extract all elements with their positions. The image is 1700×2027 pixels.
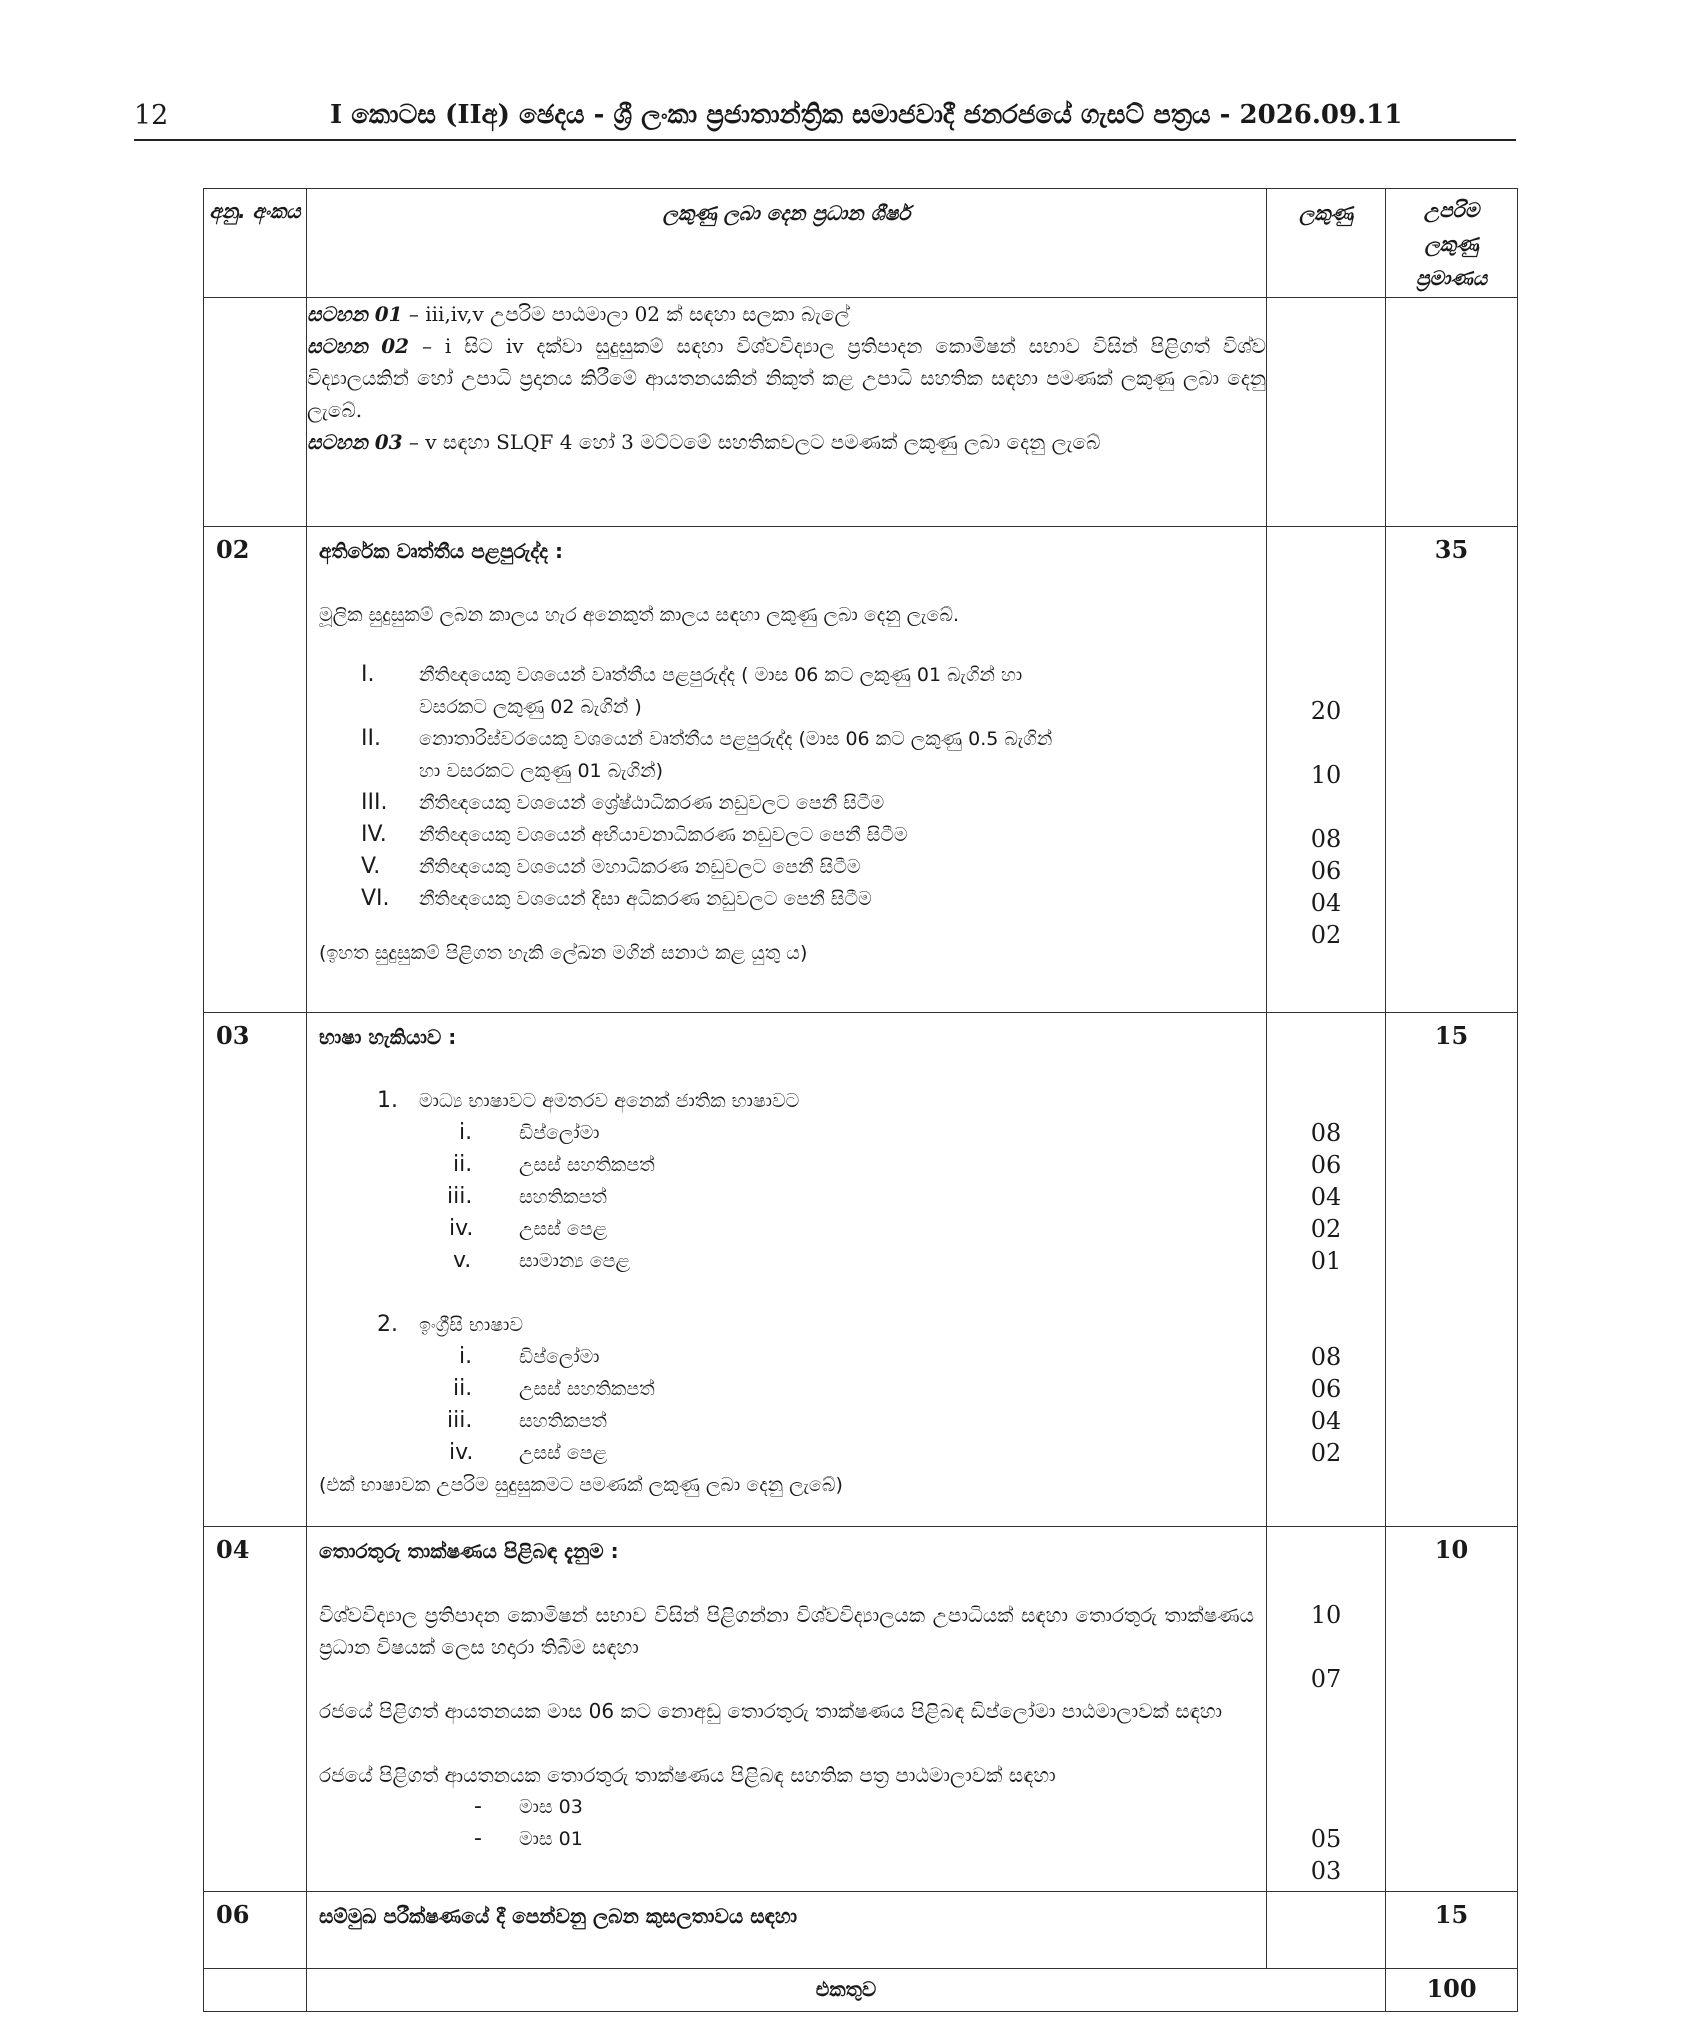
- list-item: IV. නීතිඥයෙකු වශයෙන් අභියාචනාධිකරණ නඩුවලට පෙනී සිටීම: [361, 822, 908, 847]
- row-04-no: 04: [204, 1527, 307, 1892]
- header-main-heading: ලකුණු ලබා දෙන ප්‍රධාන ශීර්ෂ: [307, 189, 1267, 298]
- list-item: v. සාමාන්‍ය පෙළ: [453, 1248, 631, 1273]
- list-item: VI. නීතිඥයෙකු වශයෙන් දිසා අධිකරණ නඩුවලට පෙනී සිටීම: [361, 886, 872, 911]
- list-item: III. නීතිඥයෙකු වශයෙන් ශ්‍රේෂ්ඨාධිකරණ නඩුවලට පෙනී සිටීම: [361, 790, 885, 815]
- total-label-cell: [307, 1969, 1386, 2012]
- row-04-max: 10: [1386, 1527, 1518, 1892]
- row-03-marks: 08 06 04 02 01 08 06 04 02: [1267, 1013, 1386, 1527]
- row-02-footnote: (ඉහත සුදුසුකම් පිළිගත හැකි ලේඛන මගින් සනාථ කළ යුතු ය): [319, 942, 808, 964]
- row-04-para-2: රජයේ පිළිගත් ආයතනයක මාස 06 කට නොඅඩු තොරතුරු තාක්ෂණය පිළිබඳ ඩිප්ලෝමා පාඨමාලාවක් සඳහා: [319, 1699, 1223, 1723]
- row-06-no: 06: [204, 1892, 307, 1969]
- notes-cell: [307, 298, 1267, 527]
- list-item: i. ඩිප්ලෝමා: [459, 1344, 600, 1369]
- notes-row: [204, 298, 1518, 527]
- row-06-marks: [1267, 1892, 1386, 1969]
- row-04-para-1: විශ්වවිද්‍යාල ප්‍රතිපාදන කොමිෂන් සභාව විසින් පිළිගන්නා විශ්වවිද්‍යාලයක උපාධියක් සඳහා තොරතුරු තාක්ෂණය ප්‍රධාන විෂයක් ලෙස හදාරා තිබීම සඳහා: [319, 1603, 1254, 1659]
- group-1-title: 1. මාධ්‍ය භාෂාවට අමතරව අනෙක් ජාතික භාෂාවට: [377, 1088, 800, 1113]
- row-04-it-knowledge: [204, 1527, 1518, 1892]
- row-03-max: 15: [1386, 1013, 1518, 1527]
- total-serial-cell: [204, 1969, 307, 2012]
- note-1: සටහන 01 – iii,iv,v උපරිම පාඨමාලා 02 ක් සඳහා සලකා බැලේ: [307, 302, 850, 326]
- row-03-no: 03: [204, 1013, 307, 1527]
- list-item: ii. උසස් සහතිකපත්: [453, 1376, 655, 1401]
- row-06-interview: [204, 1892, 1518, 1969]
- row-03-language-proficiency: [204, 1013, 1518, 1527]
- row-02-no: 02: [204, 527, 307, 1013]
- notes-serial-cell: [204, 298, 307, 527]
- list-item: iii. සහතිකපත්: [447, 1408, 607, 1433]
- header-serial-no: අනු. අංකය: [204, 189, 307, 298]
- row-02-professional-experience: [204, 527, 1518, 1013]
- row-06-title: සම්මුඛ පරීක්ෂණයේ දී පෙන්වනු ලබන කුසලතාවය සඳහා: [319, 1904, 798, 1928]
- gazette-header-title: I කොටස (IIඅ) ඡෙදය - ශ්‍රී ලංකා ප්‍රජාතාන්ත්‍රික සමාජවාදී ජනරජයේ ගැසට් පත්‍රය - 2026.09.11: [330, 100, 1403, 130]
- row-02-max: 35: [1386, 527, 1518, 1013]
- row-02-intro: මූලික සුදුසුකම් ලබන කාලය හැර අනෙකුත් කාලය සඳහා ලකුණු ලබා දෙනු ලැබේ.: [319, 604, 960, 626]
- row-04-content: [307, 1527, 1267, 1892]
- row-06-content: [307, 1892, 1267, 1969]
- list-item: II. නොතාරිස්වරයෙකු වශයෙන් වෘත්තීය පළපුරුද්ද (මාස 06 කට ලකුණු 0.5 බැගින්: [361, 726, 1053, 751]
- marks-table: [203, 188, 1518, 2012]
- list-item: ii. උසස් සහතිකපත්: [453, 1152, 655, 1177]
- list-item: - මාස 03: [474, 1794, 583, 1819]
- list-item: - මාස 01: [474, 1826, 583, 1851]
- list-item: iv. උසස් පෙළ: [449, 1440, 608, 1465]
- notes-marks-cell: [1267, 298, 1386, 527]
- list-item: V. නීතිඥයෙකු වශයෙන් මහාධිකරණ නඩුවලට පෙනී සිටීම: [361, 854, 861, 879]
- group-2-title: 2. ඉංග්‍රීසි භාෂාව: [377, 1312, 523, 1337]
- total-row: [204, 1969, 1518, 2012]
- row-04-title: තොරතුරු තාක්ෂණය පිළිබඳ දැනුම :: [319, 1539, 619, 1563]
- list-item: iii. සහතිකපත්: [447, 1184, 607, 1209]
- row-02-marks: 20 10 08 06 04 02: [1267, 527, 1386, 1013]
- list-item: වසරකට ලකුණු 02 බැගින් ): [419, 696, 642, 718]
- row-02-title: අතිරේක වෘත්තීය පළපුරුද්ද :: [319, 539, 564, 563]
- table-header-row: [204, 189, 1518, 298]
- note-2: සටහන 02 – i සිට iv දක්වා සුදුසුකම් සඳහා විශ්වවිද්‍යාල ප්‍රතිපාදන කොමිෂන් සභාව විසින් පිළිගත් විශ්ව විද්‍යාලයකින් හෝ උපාධි ප්‍රදානය කිරීමේ ආයතනයකින් නිකුත් කළ උපාධි සහතික සඳහා පමණක් ලකුණු ලබා දෙනු ලැබේ.: [307, 334, 1266, 422]
- header-rule: [134, 139, 1516, 141]
- list-item: iv. උසස් පෙළ: [449, 1216, 608, 1241]
- list-item: i. ඩිප්ලෝමා: [459, 1120, 600, 1145]
- note-3: සටහන 03 – v සඳහා SLQF 4 හෝ 3 මට්ටමේ සහතිකවලට පමණක් ලකුණු ලබා දෙනු ලැබේ: [307, 430, 1101, 454]
- list-item: I. නීතිඥයෙකු වශයෙන් වෘත්තීය පළපුරුද්ද ( මාස 06 කට ලකුණු 01 බැගින් හා: [361, 662, 1023, 687]
- total-label: එකතුව: [815, 1977, 877, 2001]
- total-value: 100: [1386, 1969, 1518, 2012]
- row-03-content: [307, 1013, 1267, 1527]
- row-06-max: 15: [1386, 1892, 1518, 1969]
- row-02-content: [307, 527, 1267, 1013]
- row-03-title: භාෂා හැකියාව :: [319, 1025, 457, 1049]
- row-03-footnote: (එක් භාෂාවක උපරිම සුදුසුකමට පමණක් ලකුණු ලබා දෙනු ලැබේ): [319, 1474, 843, 1496]
- header-marks: ලකුණු: [1267, 189, 1386, 298]
- row-04-marks: 10 07 05 03: [1267, 1527, 1386, 1892]
- row-04-para-3: රජයේ පිළිගත් ආයතනයක තොරතුරු තාක්ෂණය පිළිබඳ සහතික පත්‍ර පාඨමාලාවක් සඳහා: [319, 1763, 1056, 1787]
- list-item: හා වසරකට ලකුණු 01 බැගින්): [419, 760, 664, 782]
- page-number: 12: [134, 100, 169, 131]
- notes-max-cell: [1386, 298, 1518, 527]
- header-max-marks: උපරිම ලකුණු ප්‍රමාණය: [1386, 189, 1518, 298]
